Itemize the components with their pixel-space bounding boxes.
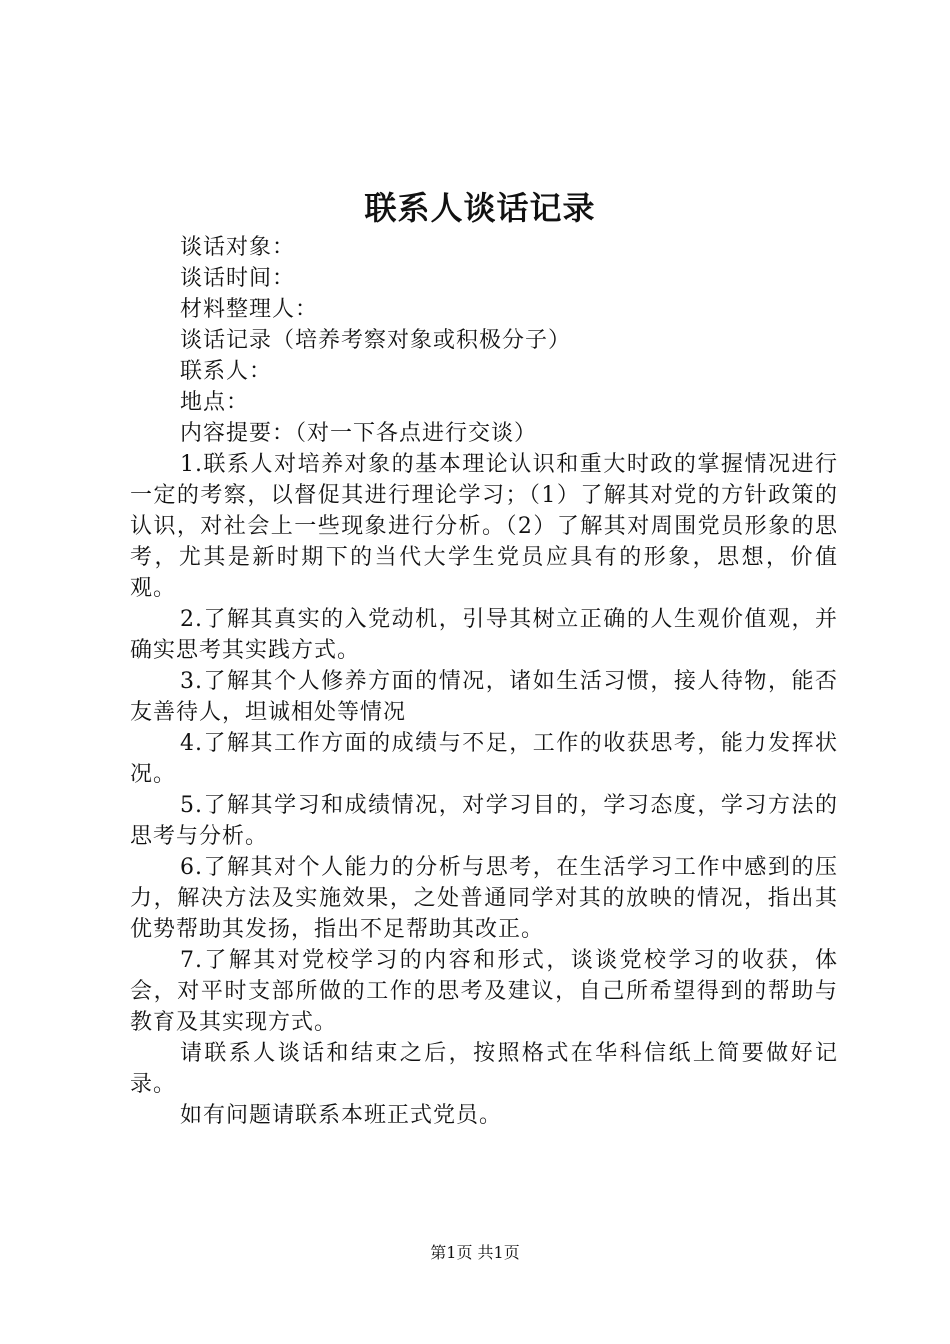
field-contact-person: 联系人：	[180, 359, 273, 384]
paragraph-item-2: 2.了解其真实的入党动机，引导其树立正确的人生观价值观，并确实思考其实践方式。	[130, 607, 838, 663]
document-title: 联系人谈话记录	[364, 189, 596, 227]
field-interview-time: 谈话时间：	[180, 266, 296, 291]
field-location: 地点：	[180, 390, 250, 415]
paragraph-contact-note: 如有问题请联系本班正式党员。	[180, 1103, 503, 1128]
page-footer: 第1页 共1页	[430, 1243, 520, 1262]
paragraph-item-3: 3.了解其个人修养方面的情况，诸如生活习惯，接人待物，能否友善待人，坦诚相处等情况	[130, 669, 838, 725]
field-interviewee: 谈话对象：	[180, 235, 296, 260]
paragraph-item-6: 6.了解其对个人能力的分析与思考，在生活学习工作中感到的压力，解决方法及实施效果，之处普通同学对其的放映的情况，指出其优势帮助其发扬，指出不足帮助其改正。	[130, 855, 838, 942]
paragraph-closing-instruction: 请联系人谈话和结束之后，按照格式在华科信纸上简要做好记录。	[130, 1041, 838, 1097]
field-record-type: 谈话记录（培养考察对象或积极分子）	[180, 328, 572, 353]
field-content-summary: 内容提要：（对一下各点进行交谈）	[180, 421, 538, 446]
document-body	[130, 232, 838, 1131]
paragraph-item-5: 5.了解其学习和成绩情况，对学习目的，学习态度，学习方法的思考与分析。	[130, 793, 838, 849]
paragraph-item-4: 4.了解其工作方面的成绩与不足，工作的收获思考，能力发挥状况。	[130, 731, 838, 787]
paragraph-item-7: 7.了解其对党校学习的内容和形式，谈谈党校学习的收获，体会，对平时支部所做的工作的思考及建议，自己所希望得到的帮助与教育及其实现方式。	[130, 948, 838, 1035]
paragraph-item-1: 1.联系人对培养对象的基本理论认识和重大时政的掌握情况进行一定的考察，以督促其进行理论学习；（1）了解其对党的方针政策的认识，对社会上一些现象进行分析。（2）了解其对周围党员形象的思考，尤其是新时期下的当代大学生党员应具有的形象，思想，价值观。	[130, 452, 838, 601]
field-material-organizer: 材料整理人：	[180, 297, 319, 322]
